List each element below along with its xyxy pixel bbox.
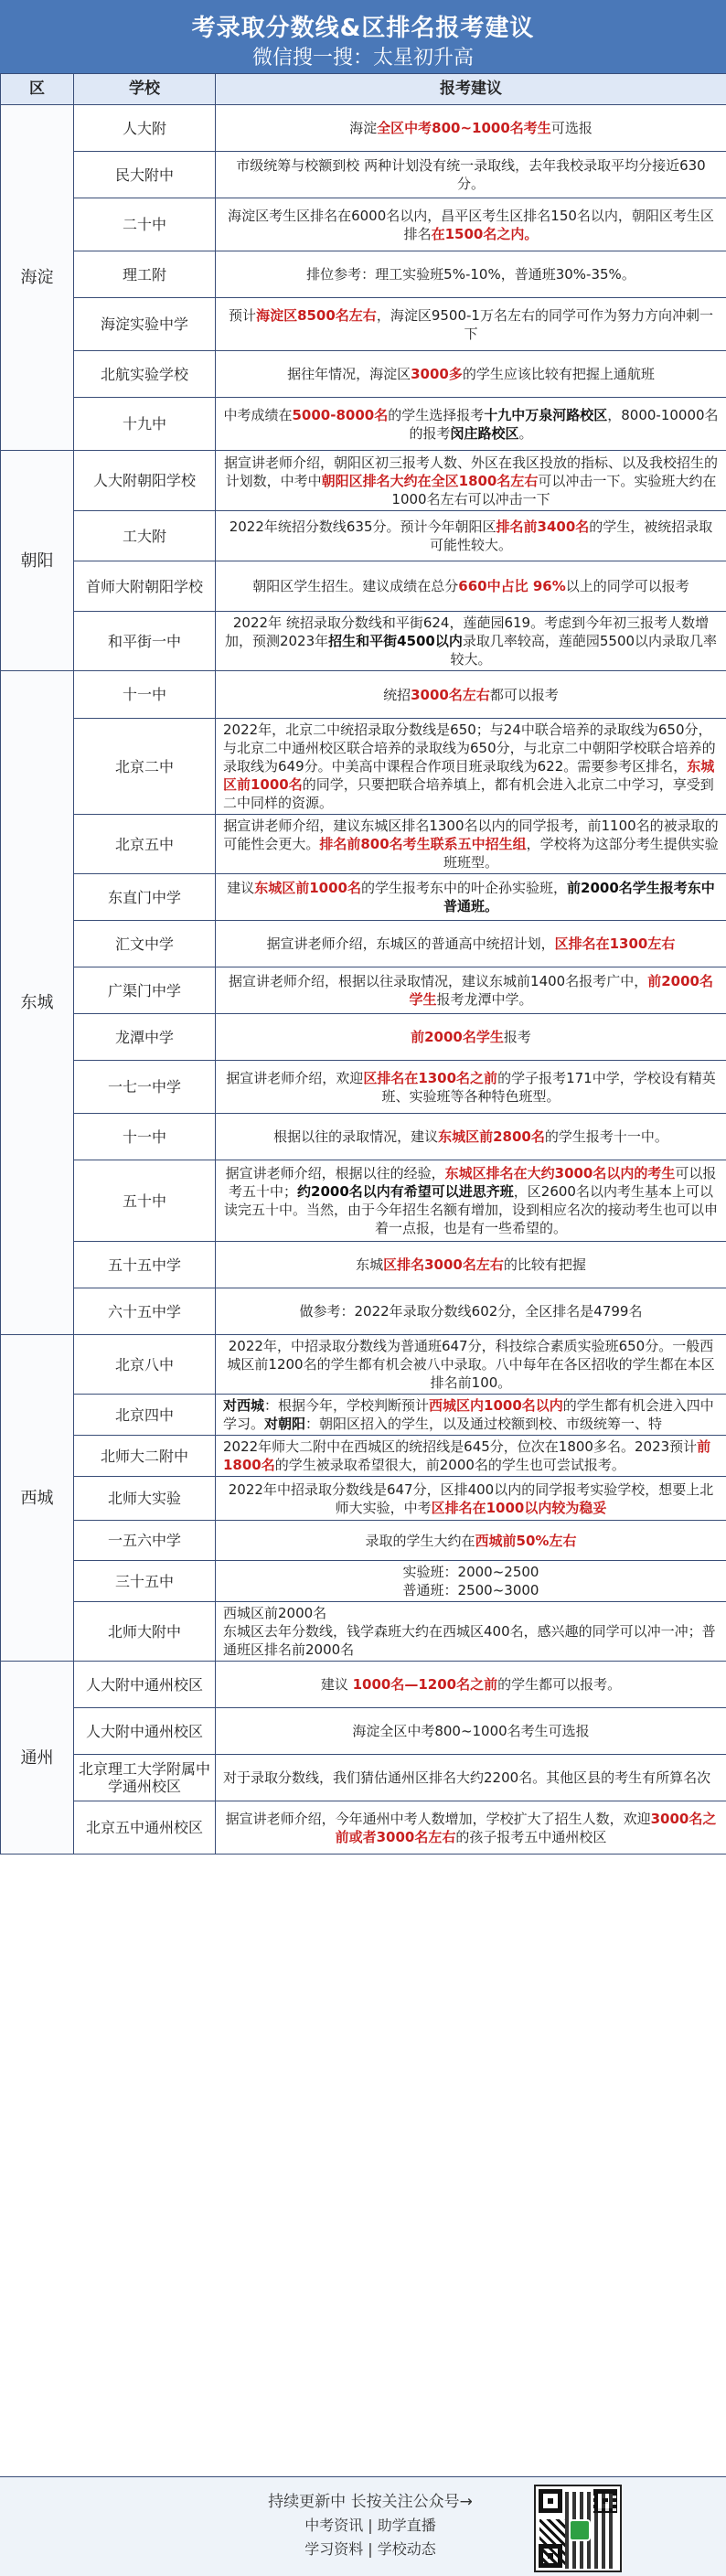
advice-cell <box>216 1436 726 1477</box>
highlight-text: 3000名之前或者3000名左右 <box>335 1810 717 1845</box>
school-cell: 北京四中 <box>74 1395 216 1436</box>
advice-text: ，学校将为这部分考生提供实验班班型。 <box>443 836 719 871</box>
advice-text: 的学生选择报考 <box>388 406 485 423</box>
table-row <box>1 967 726 1014</box>
emphasis-text: 对西城 <box>223 1397 265 1414</box>
advice-cell <box>216 298 726 351</box>
district-cell: 通州 <box>1 1662 74 1855</box>
school-cell: 二十中 <box>74 198 216 251</box>
advice-text: 2022年师大二附中在西城区的统招线是645分，位次在1800多名。2023预计 <box>223 1438 698 1455</box>
advice-text: 以上的同学可以报考 <box>565 578 689 594</box>
advice-cell <box>216 1014 726 1061</box>
highlight-text: 东城区前1000名 <box>254 880 361 896</box>
school-cell: 理工附 <box>74 251 216 298</box>
advice-cell <box>216 1561 726 1602</box>
column-header-advice: 报考建议 <box>216 74 726 105</box>
table-row <box>1 1395 726 1436</box>
advice-text: 都可以报考 <box>489 686 559 703</box>
table-row <box>1 1561 726 1602</box>
advice-cell <box>216 874 726 921</box>
school-cell: 汇文中学 <box>74 921 216 967</box>
advice-text: 录取的学生大约在 <box>365 1532 475 1549</box>
advice-cell <box>216 451 726 511</box>
school-cell: 人大附朝阳学校 <box>74 451 216 511</box>
table-row <box>1 1014 726 1061</box>
advice-cell <box>216 1708 726 1755</box>
table-row <box>1 398 726 451</box>
footer <box>0 2476 726 2576</box>
advice-cell <box>216 967 726 1014</box>
advice-cell <box>216 251 726 298</box>
advice-text: 统招 <box>383 686 411 703</box>
advice-text: 据宣讲老师介绍，欢迎 <box>226 1069 364 1086</box>
advice-text: 报考龙潭中学。 <box>436 991 533 1008</box>
advice-cell <box>216 1061 726 1114</box>
advice-text: ：根据今年，学校判断预计 <box>264 1397 430 1414</box>
advice-text: 据宣讲老师介绍，根据以往的经验， <box>225 1165 445 1181</box>
advice-text: 据宣讲老师介绍，建议东城区排名1300名以内的同学报考，前1100名的被录取的可能性会更大。 <box>223 818 719 852</box>
table-row <box>1 251 726 298</box>
school-cell: 工大附 <box>74 511 216 561</box>
highlight-text: 区排名在1300名之前 <box>363 1069 498 1086</box>
table-body <box>1 105 726 1855</box>
footer-links-1: 中考资讯 | 助学直播 <box>304 2517 436 2534</box>
table-row <box>1 1602 726 1662</box>
advice-text: 海淀全区中考800~1000名考生可选报 <box>352 1723 590 1739</box>
header-banner <box>0 0 726 73</box>
advice-cell <box>216 1160 726 1242</box>
highlight-text: 区排名在1000以内较为稳妥 <box>431 1499 607 1516</box>
table-row <box>1 298 726 351</box>
advice-text: 2022年，北京二中统招录取分数线是650；与24中联合培养的录取线为650分，与北京二中通州校区联合培养的录取线为650分，与北京二中朝阳学校联合培养的录取线为649分。中美高中课程合作项目班录取线为622。需要参考区排名， <box>223 721 716 775</box>
highlight-text: 5000-8000名 <box>292 406 389 423</box>
table-row <box>1 1662 726 1708</box>
advice-text: 排位参考：理工实验班5%-10%，普通班30%-35%。 <box>306 266 635 283</box>
advice-text: 的学生都有机会进入四中学习。 <box>223 1397 714 1432</box>
advice-cell <box>216 671 726 719</box>
emphasis-text: 闵庄路校区 <box>450 424 519 442</box>
advice-text: 建议 <box>320 1676 353 1693</box>
advice-cell <box>216 1288 726 1335</box>
advice-cell <box>216 105 726 152</box>
highlight-text: 东城区前1000名 <box>223 758 715 793</box>
qr-pattern <box>539 2519 565 2567</box>
wechat-logo-icon <box>569 2519 591 2541</box>
advice-text: 普通班：2500~3000 <box>402 1582 539 1598</box>
footer-links-2: 学习资料 | 学校动态 <box>304 2540 436 2558</box>
advice-text: ，8000-10000名的报考 <box>409 406 719 442</box>
emphasis-text: 十九中万泉河路校区 <box>484 406 608 423</box>
school-cell: 民大附中 <box>74 152 216 198</box>
table-row <box>1 1288 726 1335</box>
advice-text: 的学生，被统招录取可能性较大。 <box>429 518 713 553</box>
qr-code[interactable] <box>534 2485 622 2572</box>
table-row <box>1 1436 726 1477</box>
highlight-text: 排名前800名考生联系五中招生组 <box>319 836 527 852</box>
advice-cell <box>216 612 726 671</box>
advice-text: 据宣讲老师介绍，东城区的普通高中统招计划， <box>266 935 555 952</box>
school-cell: 首师大附朝阳学校 <box>74 561 216 612</box>
table-row <box>1 198 726 251</box>
school-cell: 北师大二附中 <box>74 1436 216 1477</box>
advice-cell <box>216 719 726 815</box>
district-cell: 朝阳 <box>1 451 74 671</box>
advice-text: 东城 <box>356 1256 384 1273</box>
advice-text: 对于录取分数线，我们猜估通州区排名大约2200名。其他区县的考生有所算名次 <box>223 1769 711 1786</box>
advice-cell <box>216 815 726 874</box>
advice-cell <box>216 1242 726 1288</box>
advice-text: 的学生报考东中的叶企孙实验班， <box>361 880 568 896</box>
highlight-text: 前1800名 <box>223 1438 711 1473</box>
advice-text: 的孩子报考五中通州校区 <box>455 1828 607 1845</box>
advice-text: 的学生应该比较有把握上通航班 <box>462 366 655 382</box>
school-cell: 十九中 <box>74 398 216 451</box>
highlight-text: 西城区内1000名以内 <box>429 1397 563 1414</box>
district-cell: 西城 <box>1 1335 74 1662</box>
advice-text: 2022年统招分数线635分。预计今年朝阳区 <box>229 518 496 535</box>
advice-text: 朝阳区学生招生。建议成绩在总分 <box>252 578 459 594</box>
advice-cell <box>216 1662 726 1708</box>
advice-text: 2022年 统招录取分数线和平街624，莲葩园619。考虑到今年初三报考人数增加，预测2023年 <box>224 615 710 649</box>
highlight-text: 西城前50%左右 <box>475 1532 577 1549</box>
school-cell: 人大附中通州校区 <box>74 1662 216 1708</box>
table-row <box>1 351 726 398</box>
school-cell: 和平街一中 <box>74 612 216 671</box>
school-cell: 海淀实验中学 <box>74 298 216 351</box>
school-cell: 北京理工大学附属中学通州校区 <box>74 1755 216 1801</box>
advice-cell <box>216 1477 726 1521</box>
qr-finder-icon <box>539 2489 562 2513</box>
highlight-text: 东城区排名在大约3000名以内的考生 <box>444 1165 676 1181</box>
table-row <box>1 561 726 612</box>
advice-text: 的比较有把握 <box>503 1256 586 1273</box>
table-header-row <box>1 74 726 105</box>
advice-cell <box>216 1602 726 1662</box>
advice-text: 市级统筹与校额到校 两种计划没有统一录取线，去年我校录取平均分接近630分。 <box>236 157 706 192</box>
page-subtitle: 微信搜一搜：太星初升高 <box>251 47 474 69</box>
highlight-text: 在1500名之内。 <box>431 225 539 242</box>
school-cell: 北京二中 <box>74 719 216 815</box>
advice-cell <box>216 1755 726 1801</box>
school-cell: 人大附 <box>74 105 216 152</box>
advice-text: 可以冲击一下。实验班大约在1000名左右可以冲击一下 <box>391 472 717 508</box>
advice-text: 报考 <box>503 1029 531 1045</box>
highlight-text: 3000多 <box>411 366 463 382</box>
table-row <box>1 105 726 152</box>
advice-cell <box>216 921 726 967</box>
advice-text: 可选报 <box>550 120 593 136</box>
advice-cell <box>216 1801 726 1855</box>
advice-text: 2022年，中招录取分数线为普通班647分，科技综合素质实验班650分。一般西城区前1200名的学生都有机会被八中录取。八中每年在各区招收的学生都在本区排名前100。 <box>227 1338 715 1391</box>
advice-text: 的学生被录取希望很大，前2000名的学生也可尝试报考。 <box>274 1457 625 1473</box>
advice-text: 录取几率较高，莲葩园5500以内录取几率较大。 <box>450 633 718 668</box>
highlight-text: 全区中考800~1000名考生 <box>377 120 551 136</box>
table-row <box>1 1708 726 1755</box>
highlight-text: 660中占比 96% <box>458 578 566 594</box>
highlight-text: 区排名3000名左右 <box>383 1256 504 1273</box>
advice-text: 据宣讲老师介绍，今年通州中考人数增加，学校扩大了招生人数，欢迎 <box>225 1810 651 1827</box>
table-row <box>1 1335 726 1395</box>
advice-text: 2022年中招录取分数线是647分，区排400以内的同学报考实验学校，想要上北师大实验，中考 <box>228 1480 714 1516</box>
advice-text: 可以报考五十中； <box>229 1165 717 1200</box>
school-cell: 三十五中 <box>74 1561 216 1602</box>
school-cell: 五十五中学 <box>74 1242 216 1288</box>
table-row <box>1 1801 726 1855</box>
advice-text: 的同学，只要把联合培养填上，都有机会进入北京二中学习，享受到二中同样的资源。 <box>223 776 714 811</box>
highlight-text: 排名前3400名 <box>496 518 590 535</box>
advice-cell <box>216 351 726 398</box>
highlight-text: 海淀区8500名左右 <box>256 306 377 324</box>
school-cell: 北京五中通州校区 <box>74 1801 216 1855</box>
school-cell: 一五六中学 <box>74 1521 216 1561</box>
advice-text: ，海淀区9500-1万名左右的同学可作为努力方向冲刺一下 <box>376 306 713 342</box>
advice-cell <box>216 1114 726 1160</box>
advice-text: 的学生报考十一中。 <box>544 1128 668 1145</box>
highlight-text: 3000名左右 <box>411 686 490 703</box>
school-cell: 人大附中通州校区 <box>74 1708 216 1755</box>
advice-text: 。 <box>518 424 533 442</box>
table-row <box>1 815 726 874</box>
advice-cell <box>216 398 726 451</box>
advice-cell <box>216 561 726 612</box>
advice-text: ：朝阳区招入的学生，以及通过校额到校、市级统筹一、特 <box>305 1416 663 1432</box>
table-row <box>1 1061 726 1114</box>
advice-text: 建议 <box>227 880 255 896</box>
advice-cell <box>216 152 726 198</box>
school-cell: 十一中 <box>74 671 216 719</box>
advice-text: 据宣讲老师介绍，根据以往录取情况，建议东城前1400名报考广中， <box>229 973 648 989</box>
table-row <box>1 451 726 511</box>
table-row <box>1 1114 726 1160</box>
highlight-text: 东城区前2800名 <box>438 1128 545 1145</box>
advice-cell <box>216 511 726 561</box>
emphasis-text: 前2000名学生报考东中普通班。 <box>443 880 715 914</box>
school-cell: 六十五中学 <box>74 1288 216 1335</box>
advice-text: 的学子报考171中学，学校设有精英班、实验班等各种特色班型。 <box>381 1069 716 1105</box>
advice-text: 的学生都可以报考。 <box>497 1676 622 1693</box>
advice-text: 西城区前2000名 <box>223 1605 327 1621</box>
table-row <box>1 511 726 561</box>
advice-text: 据宣讲老师介绍，朝阳区初三报考人数、外区在我区投放的指标、以及我校招生的计划数，中考中 <box>223 454 718 489</box>
column-header-school: 学校 <box>74 74 216 105</box>
advice-table <box>0 73 726 1855</box>
school-cell: 北师大实验 <box>74 1477 216 1521</box>
highlight-text: 1000名—1200名之前 <box>352 1676 498 1693</box>
advice-text: 中考成绩在 <box>223 406 293 423</box>
emphasis-text: 约2000名以内有希望可以进思齐班 <box>297 1183 514 1200</box>
table-row <box>1 671 726 719</box>
highlight-text: 前2000名学生 <box>411 1029 504 1045</box>
school-cell: 北京八中 <box>74 1335 216 1395</box>
school-cell: 北京五中 <box>74 815 216 874</box>
advice-text: 海淀区考生区排名在6000名以内，昌平区考生区排名150名以内，朝阳区考生区排名 <box>228 207 714 242</box>
advice-text: 海淀 <box>349 120 378 136</box>
advice-text: 实验班：2000~2500 <box>402 1564 539 1580</box>
table-row <box>1 719 726 815</box>
table-row <box>1 612 726 671</box>
school-cell: 一七一中学 <box>74 1061 216 1114</box>
school-cell: 五十中 <box>74 1160 216 1242</box>
table-row <box>1 1242 726 1288</box>
advice-text: 东城区去年分数线，钱学森班大约在西城区400名，感兴趣的同学可以冲一冲；普通班区排名前2000名 <box>223 1623 716 1658</box>
advice-cell <box>216 1335 726 1395</box>
school-cell: 北师大附中 <box>74 1602 216 1662</box>
school-cell: 广渠门中学 <box>74 967 216 1014</box>
table-row <box>1 1521 726 1561</box>
district-cell: 海淀 <box>1 105 74 451</box>
advice-cell <box>216 198 726 251</box>
table-row <box>1 1755 726 1801</box>
page-title: 考录取分数线&区排名报考建议 <box>191 15 535 42</box>
advice-text: 据往年情况，海淀区 <box>287 366 411 382</box>
table-row <box>1 921 726 967</box>
advice-cell <box>216 1395 726 1436</box>
highlight-text: 朝阳区排名大约在全区1800名左右 <box>321 472 539 489</box>
advice-text: 预计 <box>229 306 257 324</box>
table-row <box>1 152 726 198</box>
highlight-text: 区排名在1300左右 <box>554 935 676 952</box>
school-cell: 东直门中学 <box>74 874 216 921</box>
advice-text: 做参考：2022年录取分数线602分，全区排名是4799名 <box>299 1303 643 1320</box>
table-row <box>1 1477 726 1521</box>
advice-cell <box>216 1521 726 1561</box>
advice-text: ，区2600名以内考生基本上可以读完五十中。当然，由于今年招生名额有增加，设到相应名次的接动考生也可以申着一点报，也是有一些希望的。 <box>223 1183 718 1236</box>
column-header-district: 区 <box>1 74 74 105</box>
district-cell: 东城 <box>1 671 74 1335</box>
footer-follow-text: 持续更新中 长按关注公众号→ <box>268 2493 473 2511</box>
school-cell: 龙潭中学 <box>74 1014 216 1061</box>
school-cell: 北航实验学校 <box>74 351 216 398</box>
table-row <box>1 1160 726 1242</box>
advice-text: 根据以往的录取情况，建议 <box>273 1128 439 1145</box>
emphasis-text: 对朝阳 <box>264 1416 306 1432</box>
highlight-text: 前2000名学生 <box>409 973 713 1008</box>
table-row <box>1 874 726 921</box>
school-cell: 十一中 <box>74 1114 216 1160</box>
emphasis-text: 招生和平街4500以内 <box>328 633 463 649</box>
